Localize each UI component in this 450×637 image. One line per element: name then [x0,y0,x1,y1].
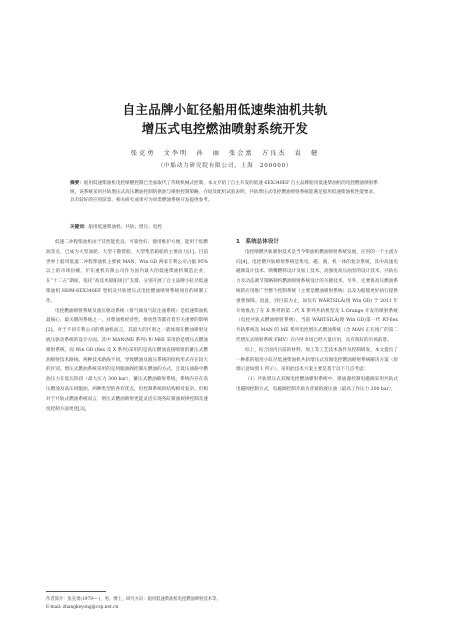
footnote-email: E-mail: zhangkeyong@csp.net.cn [46,605,119,610]
paper-title-line-2: 增压式电控燃油喷射系统开发 [141,121,309,136]
body-paragraph: 综上，结合国内目前的材料、加工等工艺技术条件及控制研发，本文提出了一种新的船用小缸径低速柴油机共轨增压式双阀电控燃油喷射系统解决方案（原理示意如图 1 所示），采用此技术方案主要是基于以下几点考虑： [236,347,398,373]
footnote [46,596,406,612]
abstract-text: 船用低速柴油机电控喷燃控制已全面取代了传统机械式控制。本文介绍了自主开发的低速 6EX340EF 自主品牌船用低速柴油机的电控燃油喷射系统，该系统采用共轨增压式高压燃油控制的供油与喷射控制策略。介绍及配机试验表明，共轨增压式电控燃油喷射系统能满足船用低速柴油机性能要求，具有较好的应用前景，相关研究成果可为同类燃油系统开发提供参考。 [70,181,379,204]
abstract-block [70,180,380,206]
abstract-label: 摘要： [70,181,84,186]
footnote-divider [46,591,106,592]
keywords-block [70,224,380,230]
body-paragraph: 电控燃油喷射系统及液压驱动系统（排气阀及气缸注油系统）是低速柴油机最核心、最关键的系统之一，对柴油机经济性、排放性等都有着至关重要的影响[2]。对于不同专利公司的柴油机而言，其最大的区别之一就体现在燃油喷射及液压驱动系统的设计方面。其中 MAN(ME 系列) 和 MHI 采用的是增压式燃油喷射系统，而 Win GD (flex 及 X 系列)采用的是高压燃油直接喷射的蓄压式燃油喷射技术路线。两种技术路线不同，导致燃油及液压系统的结构形式存在较大的区别。增压式燃油系统采用的是伺服油阀控制压燃油的方式，且低压油路中燃油压力在低压阶段（最大压力 300 bar），蓄压式燃油喷射系统，系统内存在高压燃油及高压伺服油，两种类型的各有优点，但控制系统的结构相对复杂。但相对于共轨式燃油系统而言，增压式燃油喷射更能灵活实现各缸喷油规律控制及速度控制方面更优[3]。 [46,308,208,412]
right-column [236,238,398,395]
footnote-author-info: 作者简介：张克勇(1979— )，男，博士，研究方向：船用低速柴油机电控燃油喷射技术等。 [46,597,221,602]
affiliation: （中船动力研究院有限公司，上海 200000） [157,163,293,169]
left-column [46,238,208,414]
body-paragraph: 低速二冲程柴油机由于其性能优良、可靠性好、使用维护方便，能用于低燃油等点，已成为大型油轮、大型干散货船、大型集装箱船的主要动力[1]。目前世界上船用低速二冲程柴油机主要被 MAN、Win GD 两家专利公司占据 95%以上的市场份额，沪东重机有限公司作为国内最大的低速柴油机制造企业，在“十二五”期间，依托“高技术船舶项目”支撑，分别开展了自主品牌小缸径低速柴油机 HHM-6EX340EF 型机及共轨增压式电控燃油喷射系统项目的研制工作。 [46,240,208,304]
keywords-text: 船用低速柴油机；共轨；增压；电控 [88,225,162,230]
author-list: 张克勇 文李明 孙 丽 张会富 方良杰 袁 健 [130,150,320,157]
paper-title-line-1: 自主品牌小缸径船用低速柴油机共轨 [122,102,328,117]
section-heading: 1 系统总体设计 [236,239,280,245]
keywords-label: 关键词： [70,225,89,230]
body-paragraph: 电控喷燃共轨喷射技术是当今柴油机燃油喷射系统发展，应用的一个主流方向[4]。电控燃共轨喷射系统是集电、磁、液、机一体的复杂系统，其中高速电磁阀设计技术、喷嘴燃料设计及加工技术、高强度高压油泵的设计技术，共轨压力及动态调节策略制约燃油喷射系统设计的关键技术，另外，还要将高压燃油系统的应用推广至整个控制系统（主要是燃油喷射系统）以及为船舶更好执行提供重要保障。因此，到目前为止，如仅有 WÄRTSILÄ(现 Win GD) 于 2011 年开始推出了在 X 系列的第二代 X 系列共轨机型及 L Orange 开发的喷射系统（电控共轨式燃油喷射系统），当前 WÄRTSILÄ(现 Win GD)第一代 RT-flex 共轨系统及 MAN 的 ME 系列电控增压式燃油系统（含 MAN 正在推广的第二代增压式喷射系统 FBIV）在内外市场已经大量应用，具有很好的市场前景。 [236,249,398,343]
body-paragraph: （1）共轨增压式双阀电控燃油喷射系统中，喷油器控制电磁阀采用共轨式电磁阀控制方式，电磁阀控制介质为普通的液压油（最高工作压力 300 bar）， [236,377,398,392]
